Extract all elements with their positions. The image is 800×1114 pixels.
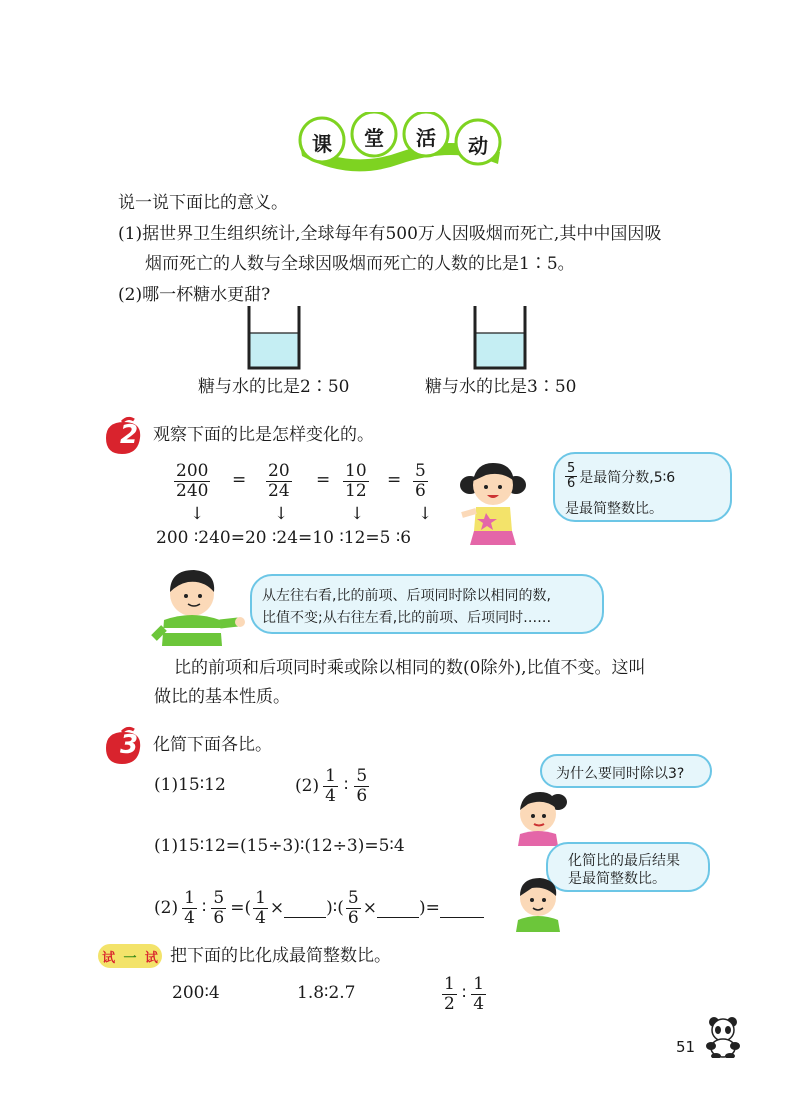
answer-blank[interactable] bbox=[284, 899, 326, 918]
header-char-1: 课 bbox=[312, 132, 332, 156]
bubble-tip-line2: 是最简整数比。 bbox=[568, 871, 666, 887]
down-arrow: ↓ bbox=[350, 504, 365, 524]
speech-bubble-question bbox=[540, 754, 712, 788]
bubble-boy-line1: 从左往右看,比的前项、后项同时除以相同的数, bbox=[262, 588, 551, 604]
cup-caption-left: 糖与水的比是2∶50 bbox=[198, 377, 350, 397]
bubble-fraction-den: 6 bbox=[567, 476, 576, 492]
cup-caption-right: 糖与水的比是3∶50 bbox=[425, 377, 577, 397]
equals-sign: = bbox=[387, 470, 402, 490]
girl-face-illustration bbox=[508, 784, 570, 846]
panda-icon bbox=[704, 1014, 742, 1058]
property-line1: 比的前项和后项同时乘或除以相同的数(0除外),比值不变。这叫 bbox=[174, 658, 646, 678]
equals-sign: = bbox=[232, 470, 247, 490]
question-1: (1)15∶12 bbox=[154, 775, 226, 795]
section-2-number: 2 bbox=[120, 420, 139, 450]
try-it-badge: 试 一 试 bbox=[98, 944, 162, 968]
cup-illustration-left bbox=[246, 303, 302, 371]
speech-bubble-boy bbox=[250, 574, 604, 634]
item1-line2: 烟而死亡的人数与全球因吸烟而死亡的人数的比是1∶5。 bbox=[145, 254, 575, 274]
item1-line1: (1)据世界卫生组织统计,全球每年有500万人因吸烟而死亡,其中中国因吸 bbox=[118, 224, 662, 244]
property-line2: 做比的基本性质。 bbox=[154, 687, 290, 707]
fraction-10-12: $\frac{10}{12}$ bbox=[345, 461, 367, 501]
answer-blank[interactable] bbox=[377, 899, 419, 918]
down-arrow: ↓ bbox=[274, 504, 289, 524]
speech-bubble-tip bbox=[546, 842, 710, 892]
ratio-chain: 200 ∶240=20 ∶24=10 ∶12=5 ∶6 bbox=[156, 528, 412, 548]
bubble-tip-line1: 化简比的最后结果 bbox=[568, 853, 680, 869]
question-2: (2) $\frac{1}{4}$ ∶ $\frac{5}{6}$ bbox=[295, 766, 368, 806]
answer-blank[interactable] bbox=[440, 899, 484, 918]
bubble-text-line2: 是最简整数比。 bbox=[565, 501, 663, 517]
solution-1: (1)15∶12=(15÷3)∶(12÷3)=5∶4 bbox=[154, 836, 405, 856]
fraction-5-6: $\frac{5}{6}$ bbox=[415, 461, 426, 501]
down-arrow: ↓ bbox=[418, 504, 433, 524]
try-it-title: 把下面的比化成最简整数比。 bbox=[170, 946, 391, 966]
item2-text: (2)哪一杯糖水更甜? bbox=[118, 285, 271, 305]
intro-text: 说一说下面比的意义。 bbox=[118, 193, 288, 213]
solution-2: (2) $\frac{1}{4}$ ∶ $\frac{5}{6}$ = ( $\frac{1}{4}$ × )∶( $\frac{5}{6}$ × )= bbox=[154, 889, 484, 927]
cup-illustration-right bbox=[472, 303, 528, 371]
header-char-4: 动 bbox=[468, 134, 488, 158]
try-ratio-2: 1.8∶2.7 bbox=[297, 983, 356, 1003]
try-ratio-3: $\frac{1}{2}$ ∶ $\frac{1}{4}$ bbox=[444, 974, 485, 1014]
boy-pointing-illustration bbox=[150, 566, 246, 648]
boy-face-illustration bbox=[510, 872, 566, 932]
section-3-title: 化简下面各比。 bbox=[153, 735, 272, 755]
header-char-3: 活 bbox=[416, 126, 436, 150]
bubble-fraction-num: 5 bbox=[567, 461, 576, 476]
section-3-number: 3 bbox=[120, 730, 139, 760]
speech-bubble-girl bbox=[553, 452, 732, 522]
down-arrow: ↓ bbox=[190, 504, 205, 524]
bubble-text-line1: 是最简分数,5∶6 bbox=[579, 469, 676, 486]
bubble-question-text: 为什么要同时除以3? bbox=[556, 766, 685, 782]
try-ratio-1: 200∶4 bbox=[172, 983, 220, 1003]
fraction-200-240: $\frac{200}{240}$ bbox=[176, 461, 209, 501]
bubble-boy-line2: 比值不变;从右往左看,比的前项、后项同时…… bbox=[262, 610, 552, 626]
equals-sign: = bbox=[316, 470, 331, 490]
girl-illustration bbox=[456, 455, 530, 547]
page-number: 51 bbox=[676, 1038, 696, 1056]
fraction-20-24: $\frac{20}{24}$ bbox=[268, 461, 290, 501]
section-2-title: 观察下面的比是怎样变化的。 bbox=[153, 425, 374, 445]
section-header bbox=[292, 112, 508, 172]
header-char-2: 堂 bbox=[364, 126, 384, 150]
